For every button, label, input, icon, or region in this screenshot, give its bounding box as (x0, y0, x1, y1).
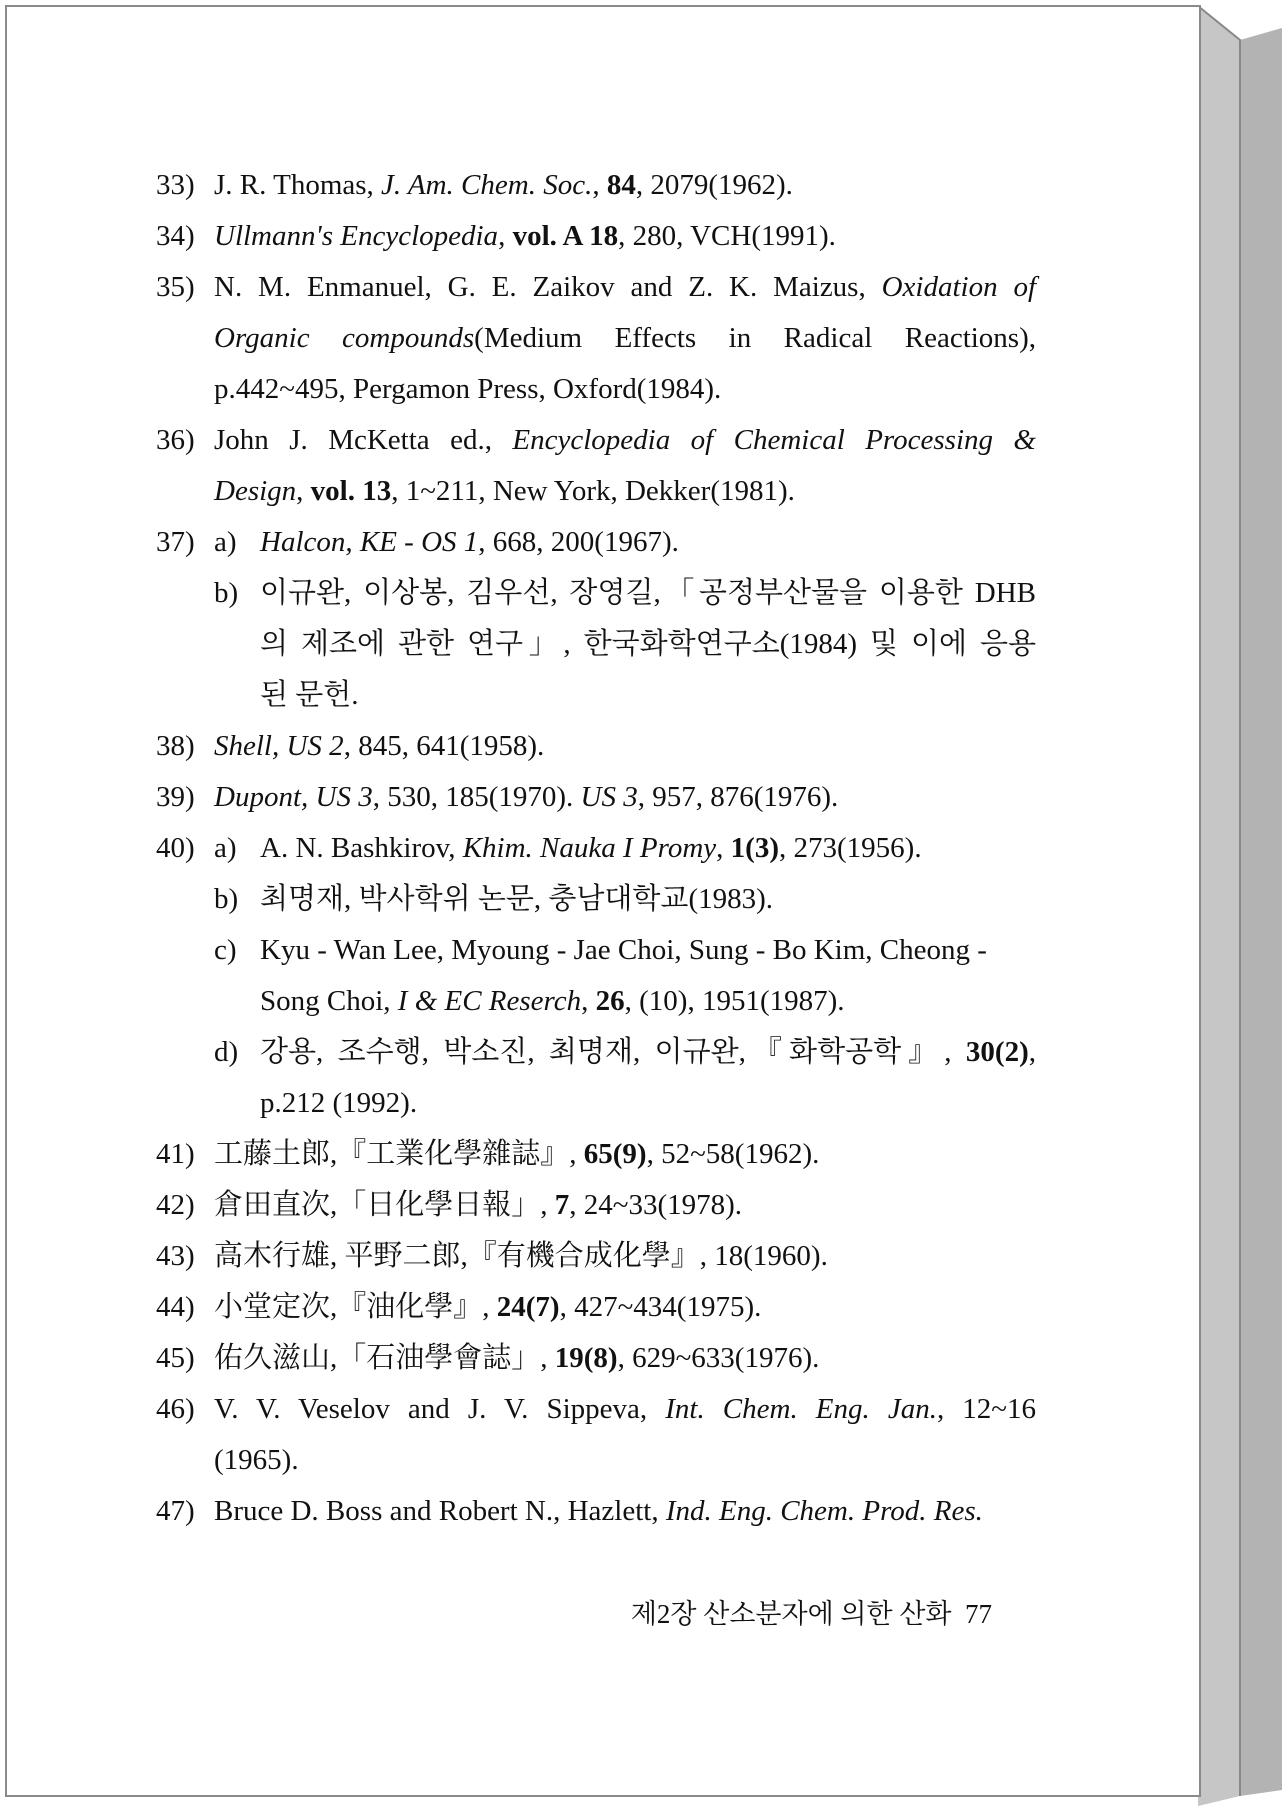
reference-47: 47) Bruce D. Boss and Robert N., Hazlett, Ind. Eng. Chem. Prod. Res. (156, 1486, 1036, 1537)
reference-number: 34) (156, 220, 195, 252)
reference-number: 46) (156, 1393, 195, 1425)
reference-41: 41) 工藤土郎,『工業化學雜誌』, 65(9), 52~58(1962). (156, 1129, 1036, 1180)
sub-reference-a: a) Halcon, KE - OS 1, 668, 200(1967). (214, 526, 679, 558)
sub-reference-c: c) Kyu - Wan Lee, Myoung - Jae Choi, Sung - Bo Kim, Cheong - Song Choi, I & EC Reserch, 26, (10), 1951(1987). (214, 934, 987, 1017)
reference-number: 45) (156, 1342, 195, 1374)
reference-40 (156, 823, 1036, 1129)
reference-43: 43) 高木行雄, 平野二郎,『有機合成化學』, 18(1960). (156, 1231, 1036, 1282)
sub-reference-b: b) 최명재, 박사학위 논문, 충남대학교(1983). (214, 883, 774, 915)
reference-number: 35) (156, 271, 195, 303)
reference-44: 44) 小堂定次,『油化學』, 24(7), 427~434(1975). (156, 1282, 1036, 1333)
sub-reference-a: a) A. N. Bashkirov, Khim. Nauka I Promy, 1(3), 273(1956). (214, 832, 922, 864)
reference-37 (156, 517, 1036, 721)
reference-46: 46) V. V. Veselov and J. V. Sippeva, Int. Chem. Eng. Jan., 12~16 (1965). (156, 1384, 1036, 1486)
reference-number: 37) (156, 526, 195, 558)
chapter-title: 제2장 산소분자에 의한 산화 (630, 1599, 952, 1629)
reference-number: 43) (156, 1240, 195, 1272)
reference-33: 33) J. R. Thomas, J. Am. Chem. Soc., 84, 2079(1962). (156, 160, 1036, 211)
reference-number: 38) (156, 730, 195, 762)
reference-list (156, 160, 1036, 1537)
reference-number: 40) (156, 832, 195, 864)
reference-number: 44) (156, 1291, 195, 1323)
reference-35: 35) N. M. Enmanuel, G. E. Zaikov and Z. K. Maizus, Oxidation of Organic compounds(Medium Effects in Radical Reactions), p.442~495, Pergamon Press, Oxford(1984). (156, 262, 1036, 415)
reference-number: 39) (156, 781, 195, 813)
page-number: 77 (965, 1599, 992, 1629)
reference-36: 36) John J. McKetta ed., Encyclopedia of Chemical Processing & Design, vol. 13, 1~211, New York, Dekker(1981). (156, 415, 1036, 517)
reference-45: 45) 佑久滋山,「石油學會誌」, 19(8), 629~633(1976). (156, 1333, 1036, 1384)
reference-42: 42) 倉田直次,「日化學日報」, 7, 24~33(1978). (156, 1180, 1036, 1231)
reference-39: 39) Dupont, US 3, 530, 185(1970). US 3, 957, 876(1976). (156, 772, 1036, 823)
page-footer (0, 1592, 992, 1631)
reference-number: 33) (156, 169, 195, 201)
reference-38: 38) Shell, US 2, 845, 641(1958). (156, 721, 1036, 772)
reference-number: 41) (156, 1138, 195, 1170)
reference-34: 34) Ullmann's Encyclopedia, vol. A 18, 280, VCH(1991). (156, 211, 1036, 262)
reference-number: 36) (156, 424, 195, 456)
reference-number: 47) (156, 1495, 195, 1527)
reference-number: 42) (156, 1189, 195, 1221)
sub-reference-b: b) 이규완, 이상봉, 김우선, 장영길,「공정부산물을 이용한 DHB 의 제조에 관한 연구」, 한국화학연구소(1984) 및 이에 응용 된 문헌. (214, 577, 1036, 711)
sub-reference-d: d) 강용, 조수행, 박소진, 최명재, 이규완,『화학공학』, 30(2), p.212 (1992). (214, 1036, 1036, 1119)
